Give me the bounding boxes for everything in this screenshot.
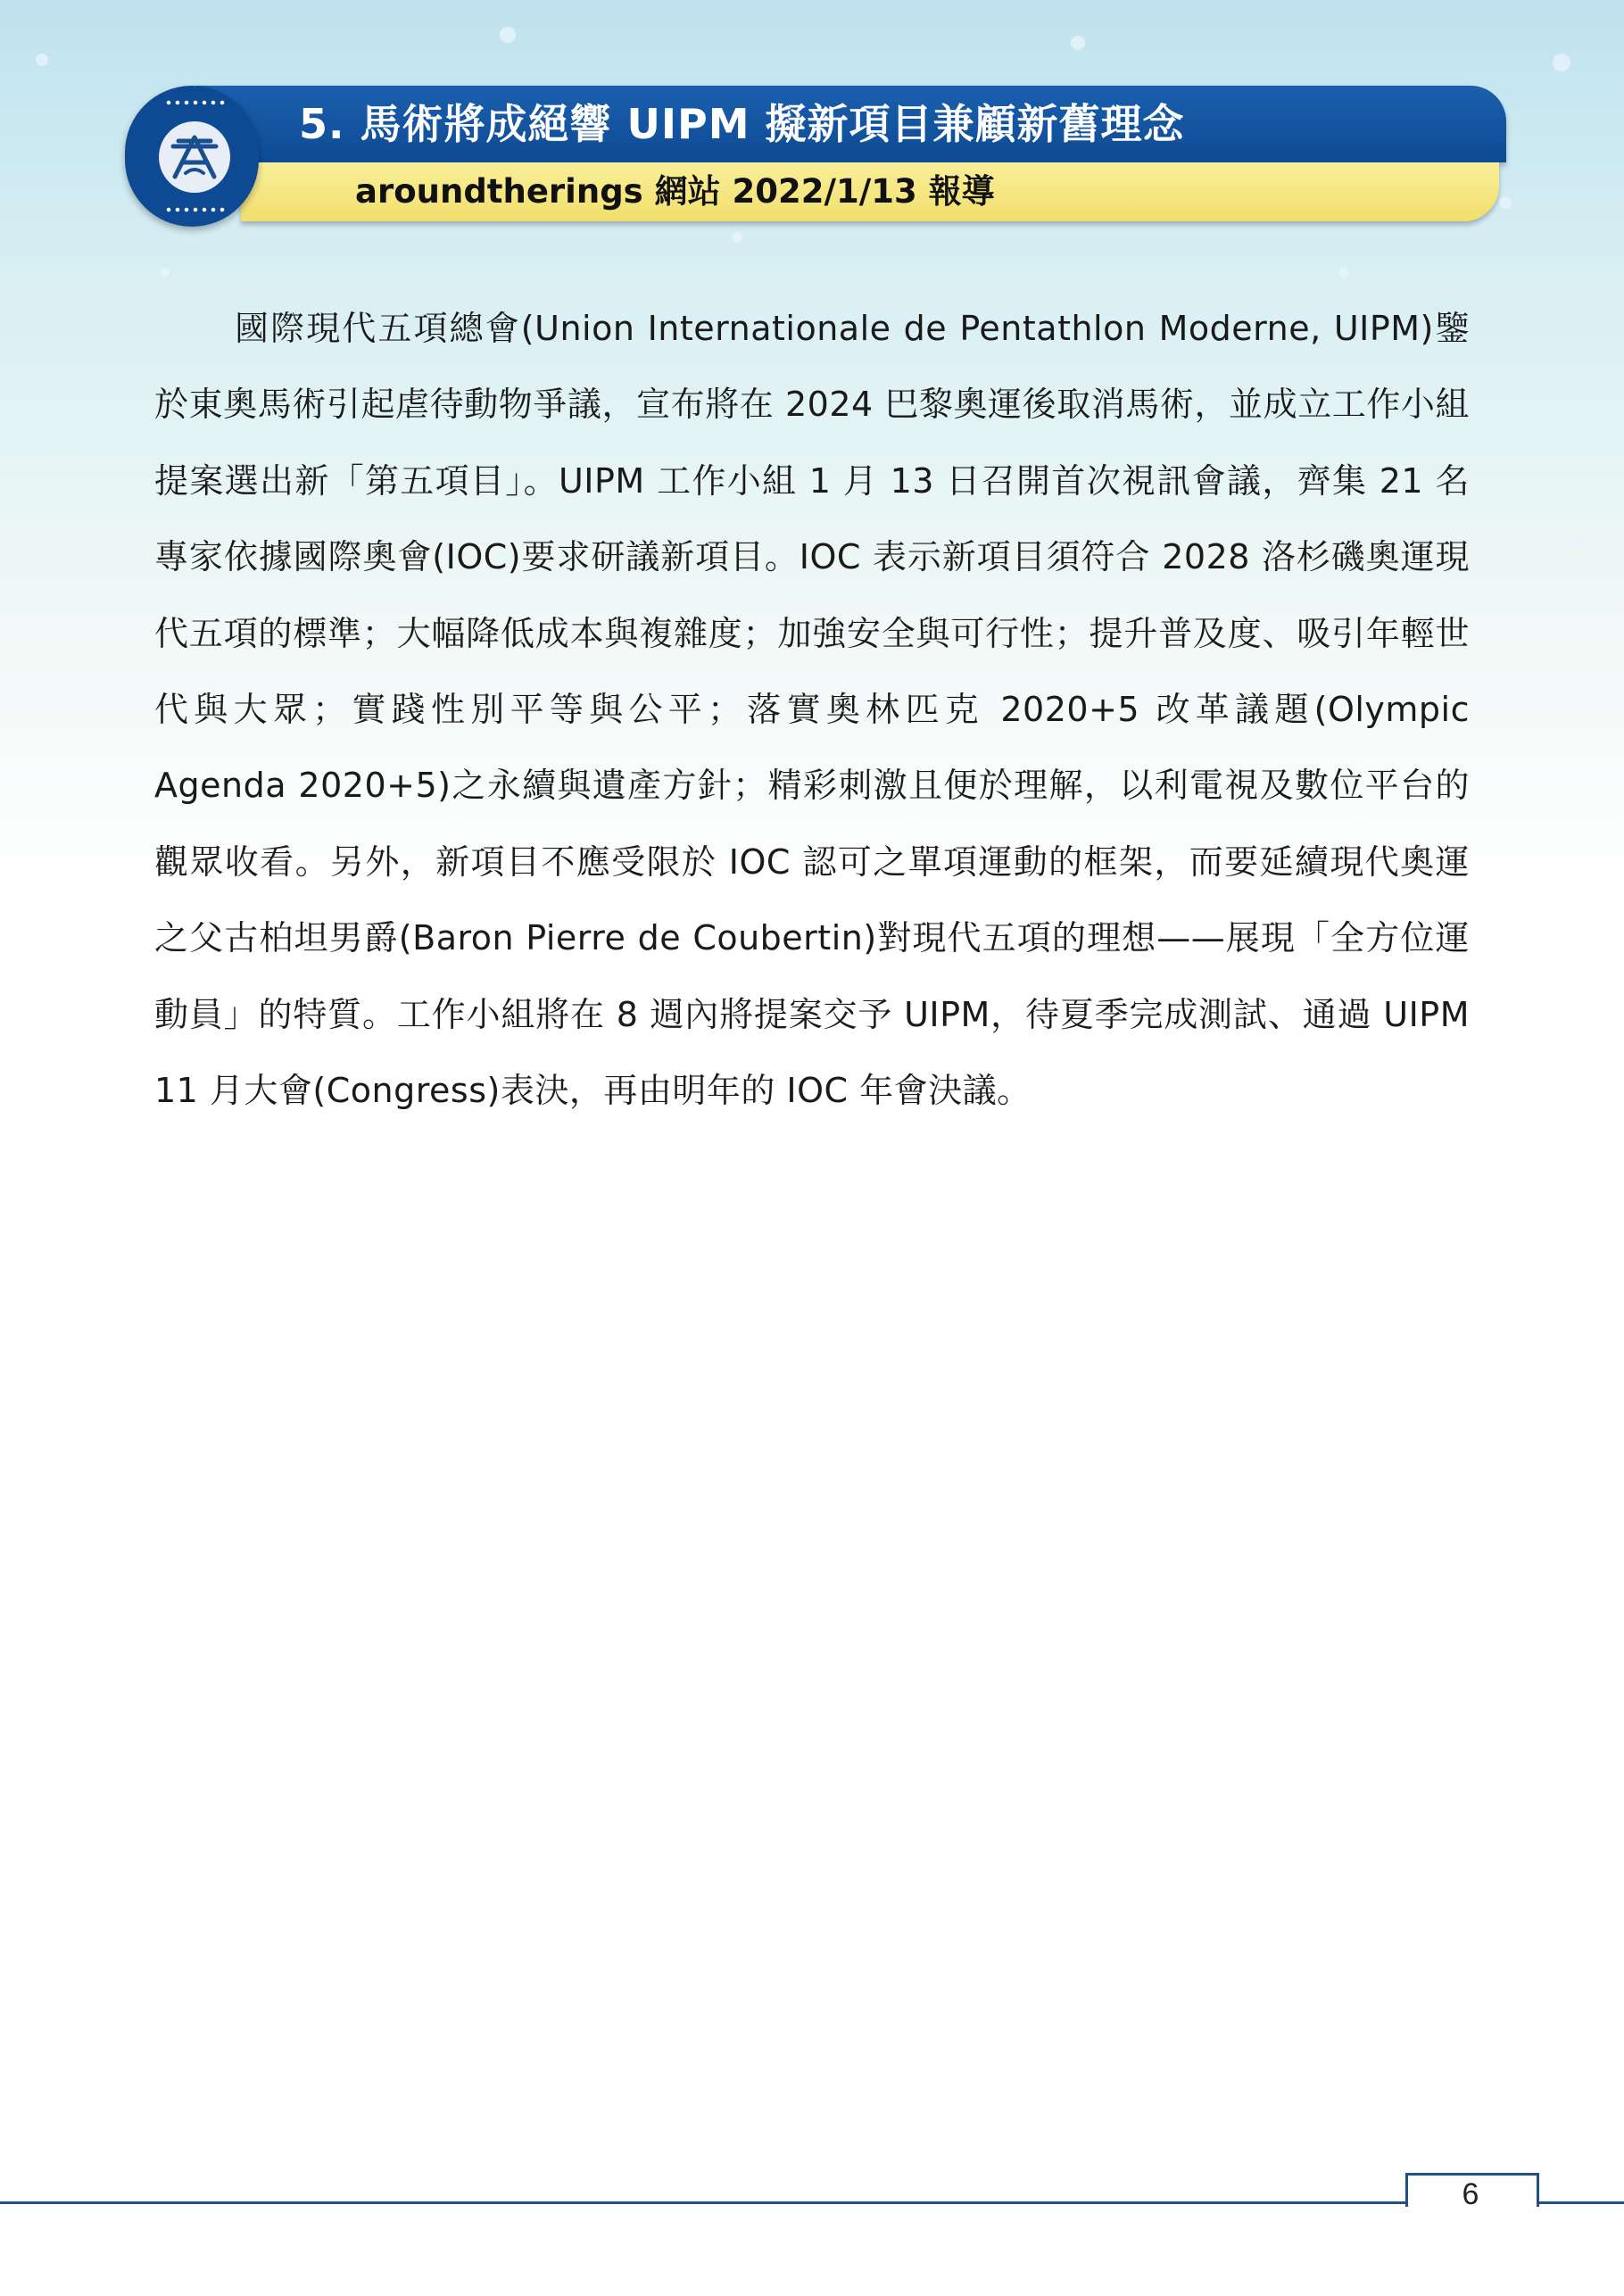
- decorative-dot: [1071, 36, 1085, 50]
- section-subtitle: aroundtherings 網站 2022/1/13 報導: [355, 172, 995, 211]
- section-header: [125, 86, 1506, 227]
- badge-dots-bottom: [164, 207, 227, 212]
- decorative-dot: [36, 54, 48, 66]
- decorative-dot: [1553, 54, 1570, 71]
- footer-rule: [0, 2201, 1624, 2204]
- badge-dots-top: [164, 100, 227, 105]
- olympic-sports-logo-icon: [159, 121, 230, 193]
- decorative-dot: [1338, 268, 1349, 278]
- decorative-dot: [1570, 535, 1583, 548]
- section-title: 5. 馬術將成絕響 UIPM 擬新項目兼顧新舊理念: [299, 100, 1185, 148]
- section-badge: [125, 86, 259, 227]
- article-body: 國際現代五項總會(Union Internationale de Pentathlon Moderne, UIPM)鑒於東奧馬術引起虐待動物爭議，宣布將在 2024 巴黎奧運後取消馬術，並成立工作小組提案選出新「第五項目」。UIPM 工作小組 1 月 13 日召開首次視訊會議，齊集 21 名專家依據國際奧會(IOC)要求研議新項目。IOC 表示新項目須符合 2028 洛杉磯奧運現代五項的標準；大幅降低成本與複雜度；加強安全與可行性；提升普及度、吸引年輕世代與大眾；實踐性別平等與公平；落實奧林匹克 2020+5 改革議題(Olympic Agenda 2020+5)之永續與遺產方針；精彩刺激且便於理解，以利電視及數位平台的觀眾收看。另外，新項目不應受限於 IOC 認可之單項運動的框架，而要延續現代奧運之父古柏坦男爵(Baron Pierre de Coubertin)對現代五項的理想——展現「全方位運動員」的特質。工作小組將在 8 週內將提案交予 UIPM，待夏季完成測試、通過 UIPM 11 月大會(Congress)表決，再由明年的 IOC 年會決議。: [154, 309, 1470, 1111]
- decorative-dot: [732, 232, 742, 243]
- page-number: 6: [1462, 2177, 1479, 2211]
- decorative-dot: [161, 268, 170, 277]
- decorative-dot: [54, 464, 64, 475]
- decorative-dot: [500, 27, 516, 43]
